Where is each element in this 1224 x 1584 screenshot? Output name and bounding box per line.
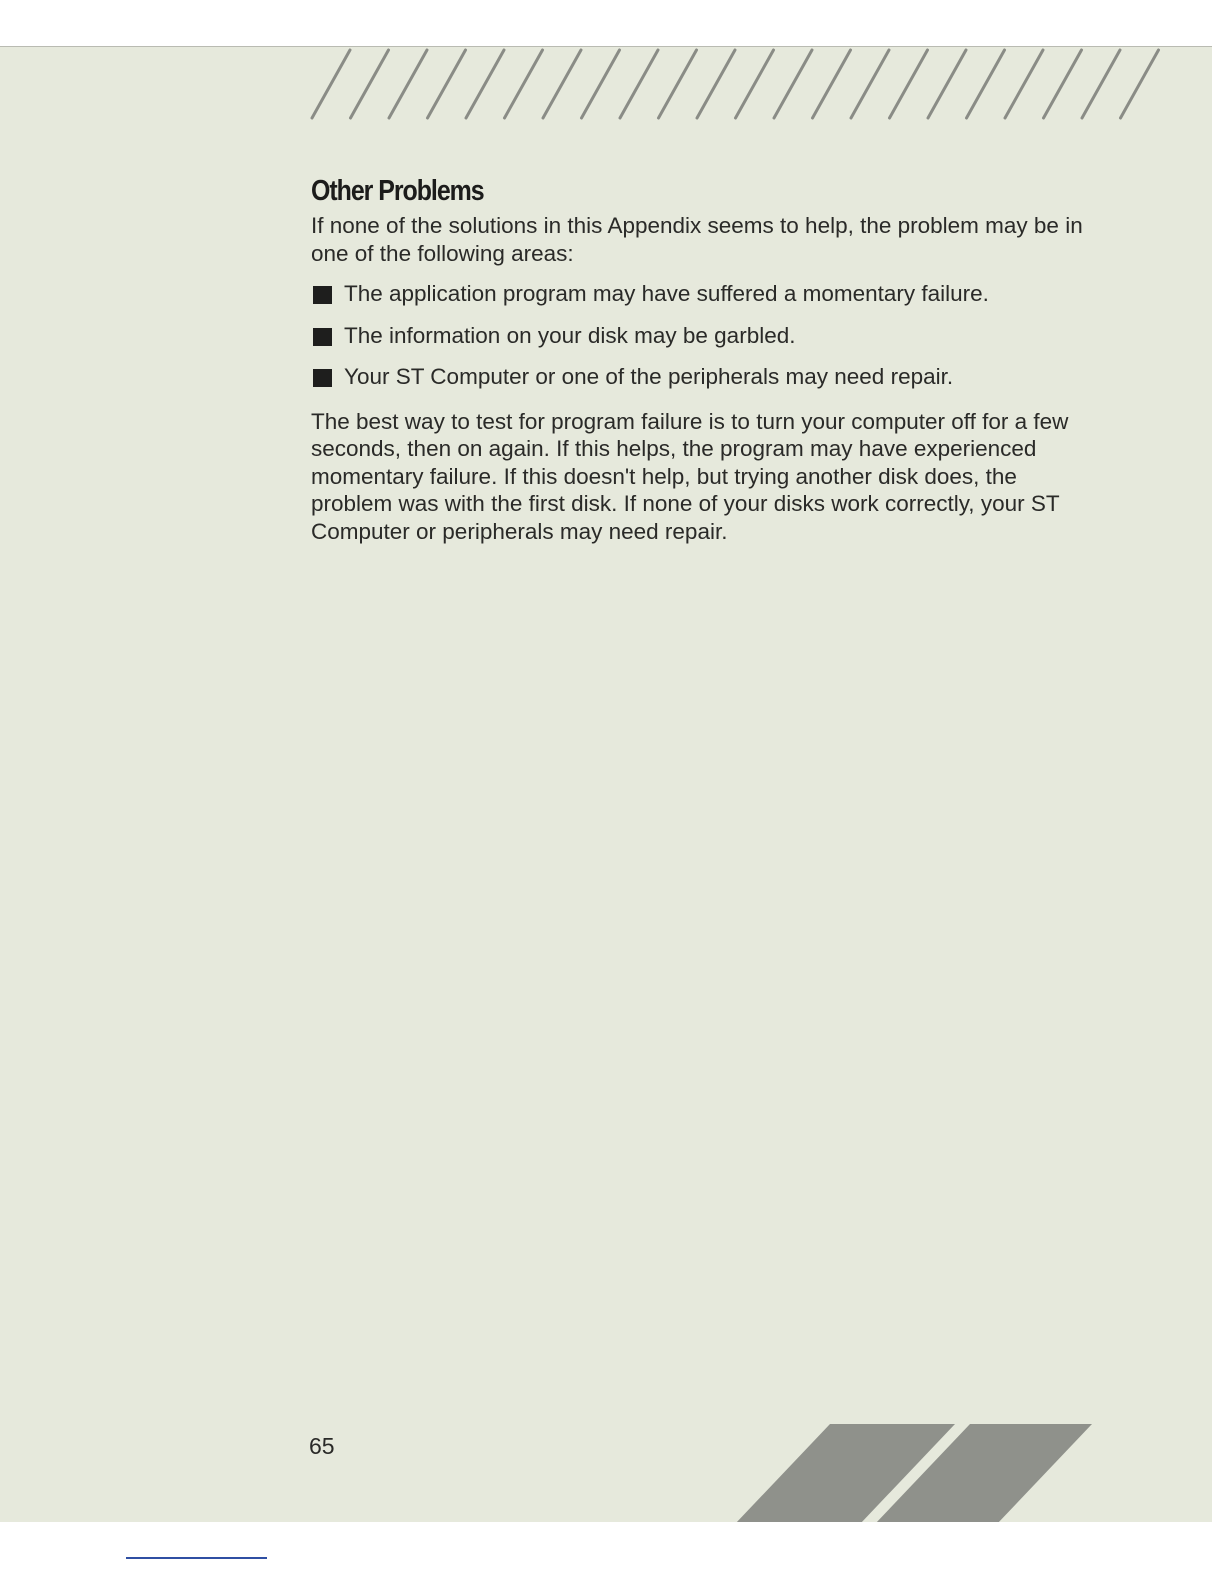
list-item-text: Your ST Computer or one of the peripherals may need repair. [344, 364, 954, 389]
stripe-line [1044, 50, 1082, 118]
stripe-line [428, 50, 466, 118]
square-bullet-icon [313, 286, 332, 304]
stripe-line [890, 50, 928, 118]
body-paragraph: The best way to test for program failure is to turn your computer off for a few seconds, then on again. If this helps, the program may have experienced momentary failure. If this doesn't help, but trying another disk does, the problem was with the first disk. If none of your disks work correctly, your ST Computer or peripherals may need repair. [311, 408, 1069, 544]
stripe-line [851, 50, 889, 118]
stripe-line [813, 50, 851, 118]
list-item [311, 280, 1101, 308]
page-number: 65 [309, 1433, 335, 1459]
stripe-line [389, 50, 427, 118]
list-item-text: The information on your disk may be garbled. [344, 322, 796, 348]
stripe-line [1082, 50, 1120, 118]
corner-stripe-decoration [730, 1424, 1100, 1522]
stripe-line [659, 50, 697, 118]
stripe-line [351, 50, 389, 118]
manual-page [0, 46, 1212, 1522]
section-heading: Other Problems [311, 175, 484, 207]
stripe-line [505, 50, 543, 118]
intro-paragraph: If none of the solutions in this Appendix seems to help, the problem may be in one of the following areas: [311, 213, 1083, 266]
list-item [311, 322, 1101, 350]
stripe-line [466, 50, 504, 118]
stripe-line [1005, 50, 1043, 118]
stripe-line [697, 50, 735, 118]
problem-list [311, 280, 1101, 391]
square-bullet-icon [313, 328, 332, 346]
square-bullet-icon [313, 369, 332, 387]
stripe-line [967, 50, 1005, 118]
section-content [311, 174, 1101, 545]
list-item-text: The application program may have suffered a momentary failure. [344, 281, 989, 306]
stripe-line [928, 50, 966, 118]
list-item [311, 363, 1101, 391]
stripe-line [312, 50, 350, 118]
stripe-line [1121, 50, 1159, 118]
footer-link-rule [126, 1557, 267, 1559]
stripe-line [582, 50, 620, 118]
stripe-line [543, 50, 581, 118]
diagonal-stripes-decoration [300, 46, 1180, 126]
stripe-line [620, 50, 658, 118]
stripe-line [774, 50, 812, 118]
stripe-line [736, 50, 774, 118]
